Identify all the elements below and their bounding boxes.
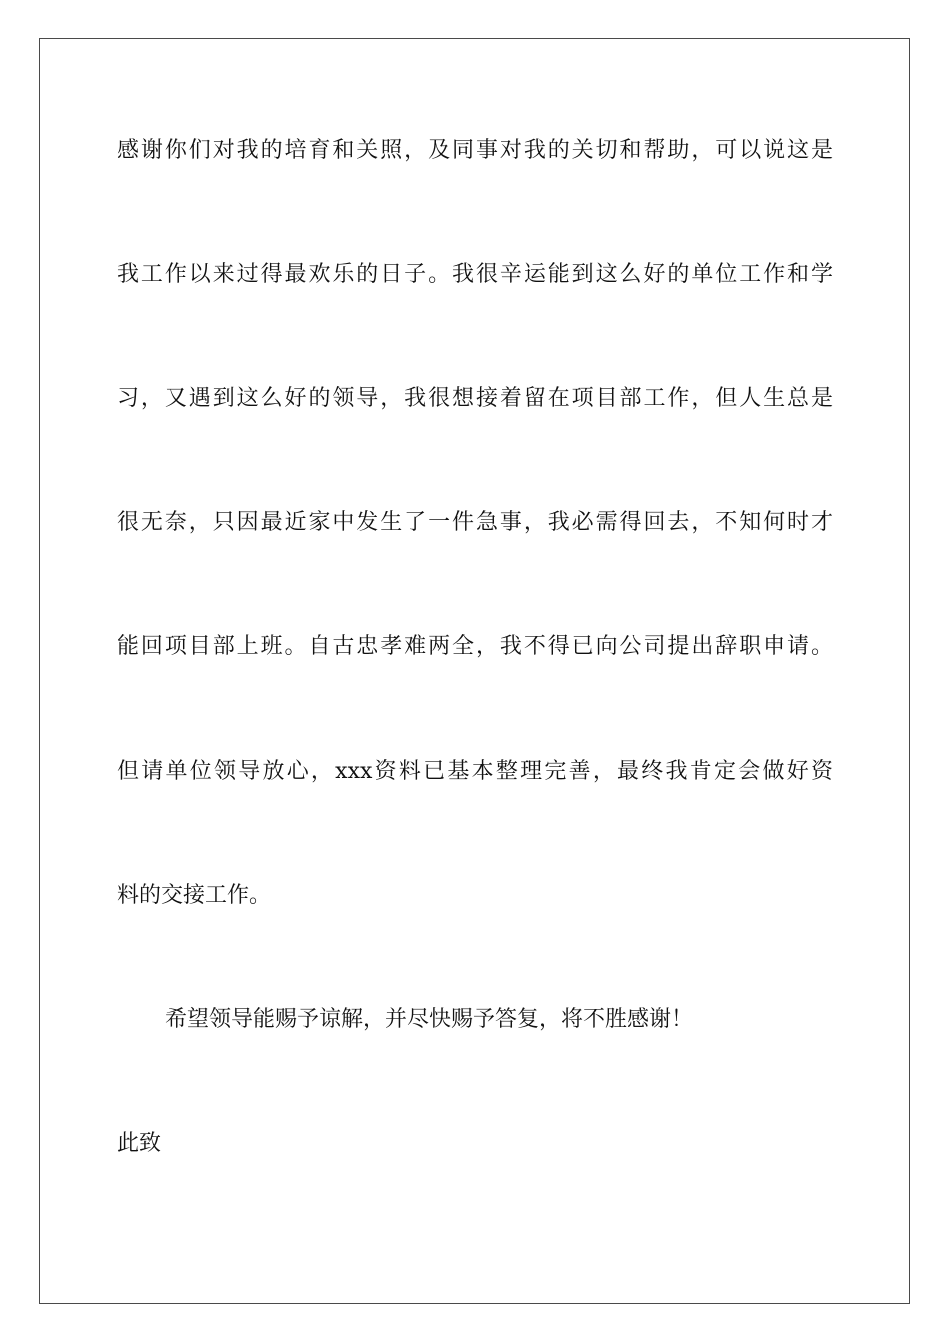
body-text-line: 习，又遇到这么好的领导，我很想接着留在项目部工作，但人生总是	[117, 386, 833, 411]
body-text-line: 很无奈，只因最近家中发生了一件急事，我必需得回去，不知何时才	[117, 510, 833, 535]
body-text-line: 能回项目部上班。自古忠孝难两全，我不得已向公司提出辞职申请。	[117, 634, 833, 659]
salutation-closing: 此致	[117, 1131, 162, 1156]
body-text-line: 我工作以来过得最欢乐的日子。我很辛运能到这么好的单位工作和学	[117, 262, 833, 287]
body-text-line: 料的交接工作。	[117, 883, 272, 908]
body-text-line: 但请单位领导放心，xxx资料已基本整理完善，最终我肯定会做好资	[117, 759, 833, 784]
closing-request-paragraph: 希望领导能赐予谅解，并尽快赐予答复，将不胜感谢！	[165, 1007, 694, 1032]
page-border	[39, 38, 910, 1304]
body-text-line: 感谢你们对我的培育和关照，及同事对我的关切和帮助，可以说这是	[117, 138, 833, 163]
